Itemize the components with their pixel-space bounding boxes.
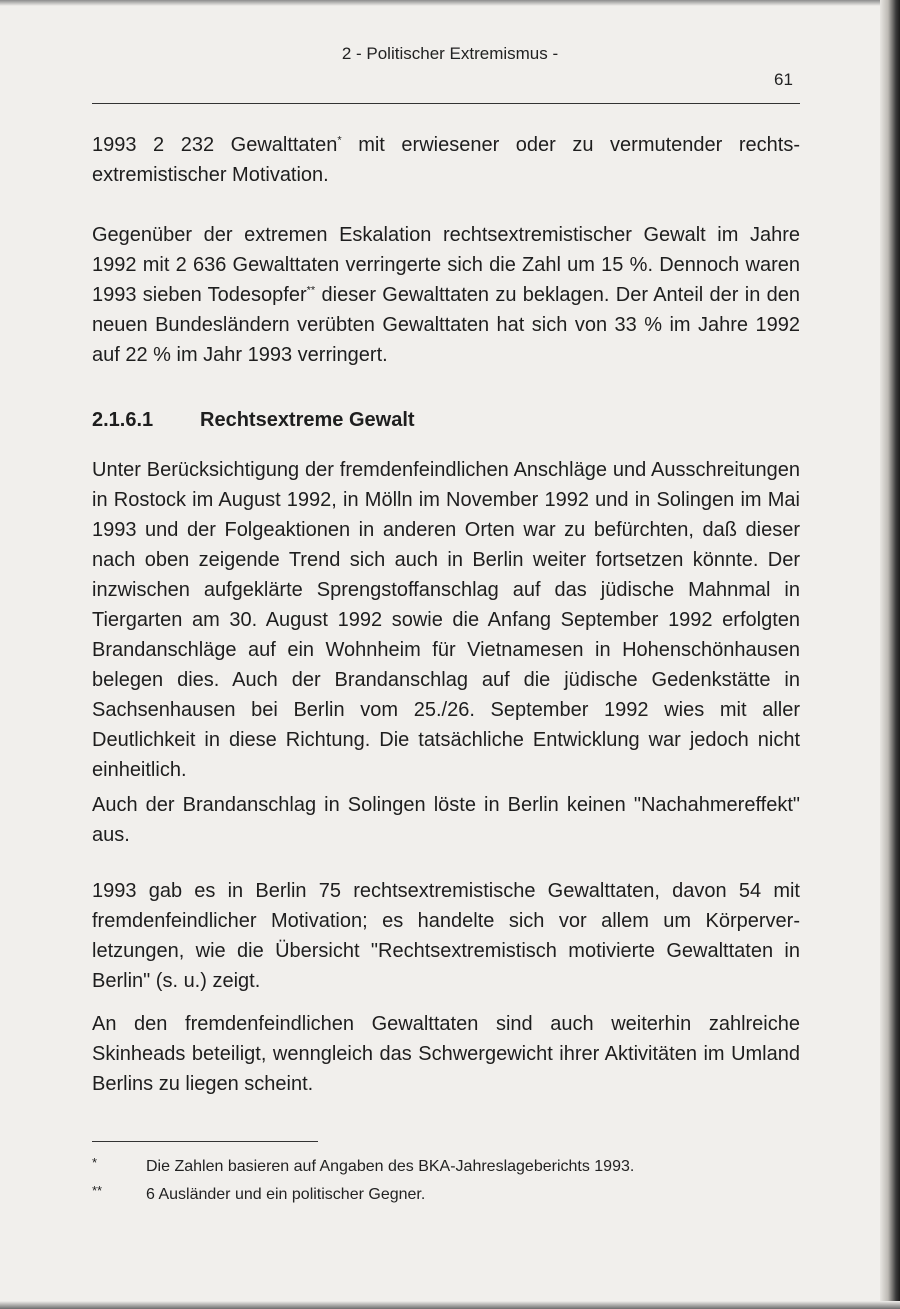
- page-number: 61: [774, 70, 793, 89]
- header-divider: [92, 103, 800, 104]
- section-number: 2.1.6.1: [92, 409, 154, 431]
- section-heading: [92, 405, 415, 435]
- scan-top-edge: [0, 0, 900, 6]
- paragraph-context: Unter Berücksichtigung der fremdenfeindlichen Anschläge und Ausschreitungen in Rostock im August 1992, in Mölln im November 1992 und in Solingen im Mai 1993 und der Folgeaktionen in anderen Orten war zu befürchten, daß dieser nach oben zeigende Trend sich auch in Berlin weiter fortsetzen könnte. Der inzwischen aufgeklärte Sprengstoffanschlag auf das jüdische Mahnmal in Tiergarten am 30. August 1992 sowie die Anfang September 1992 erfolgten Brandanschläge auf ein Wohnheim für Vietnamesen in Hohenschönhausen belegen dies. Auch der Brandanschlag auf die jüdische Gedenkstätte in Sachsenhausen bei Berlin vom 25./26. September 1992 wies mit aller Deutlichkeit in diese Richtung. Die tatsächliche Entwicklung war jedoch nicht einheitlich.: [92, 459, 800, 781]
- paragraph-text: Gegenüber der extremen Eskalation rechtsextremistischer Gewalt im Jahre 1992 mit 2 636 Gewalttaten verringerte sich die Zahl um 15 %. Dennoch waren 1993 sieben Todesopfer: [92, 224, 800, 306]
- paragraph-solingen: Auch der Brandanschlag in Solingen löste in Berlin keinen "Nachahmereffekt" aus.: [92, 794, 800, 846]
- paragraph-skinheads: An den fremdenfeindlichen Gewalttaten sind auch weiterhin zahlreiche Skinheads beteiligt, wenngleich das Schwergewicht ihrer Aktivitäten im Umland Berlins zu liegen scheint.: [92, 1013, 800, 1095]
- scan-right-edge: [880, 0, 900, 1309]
- footnote-text: Die Zahlen basieren auf Angaben des BKA-Jahreslageberichts 1993.: [146, 1158, 635, 1175]
- footnote-item: [92, 1184, 800, 1206]
- paragraph-text: dieser Gewalttaten zu beklagen. Der Anteil der in den neuen Bundesländern verübten Gewalttaten hat sich von 33 % im Jahre 1992 auf 22 % im Jahr 1993 verringert.: [92, 284, 800, 366]
- footnote-reference: **: [306, 284, 316, 297]
- scan-bottom-edge: [0, 1301, 900, 1309]
- paragraph-comparison: [92, 220, 800, 370]
- section-title: Rechtsextreme Gewalt: [200, 409, 415, 431]
- paragraph-intro: [92, 130, 800, 190]
- footnote-mark: **: [92, 1183, 103, 1198]
- footnote-item: [92, 1156, 800, 1178]
- paragraph-text: 1993 2 232 Gewalttaten: [92, 134, 338, 156]
- paragraph-text: mit erwiesener oder zu vermutender rechtsextremistischer Motivation.: [92, 134, 800, 186]
- footnote-reference: *: [337, 134, 342, 147]
- footnote-divider: [92, 1141, 318, 1142]
- footnote-text: 6 Ausländer und ein politischer Gegner.: [146, 1186, 426, 1203]
- running-header: 2 - Politischer Extremismus -: [341, 44, 559, 63]
- footnote-mark: *: [92, 1155, 98, 1170]
- paragraph-statistics: 1993 gab es in Berlin 75 rechtsextremistische Gewalttaten, davon 54 mit fremdenfeindlicher Motivation; es handelte sich vor allem um Körperverletzungen, wie die Übersicht "Rechtsextremistisch motivierte Gewalttaten in Berlin" (s. u.) zeigt.: [92, 880, 800, 992]
